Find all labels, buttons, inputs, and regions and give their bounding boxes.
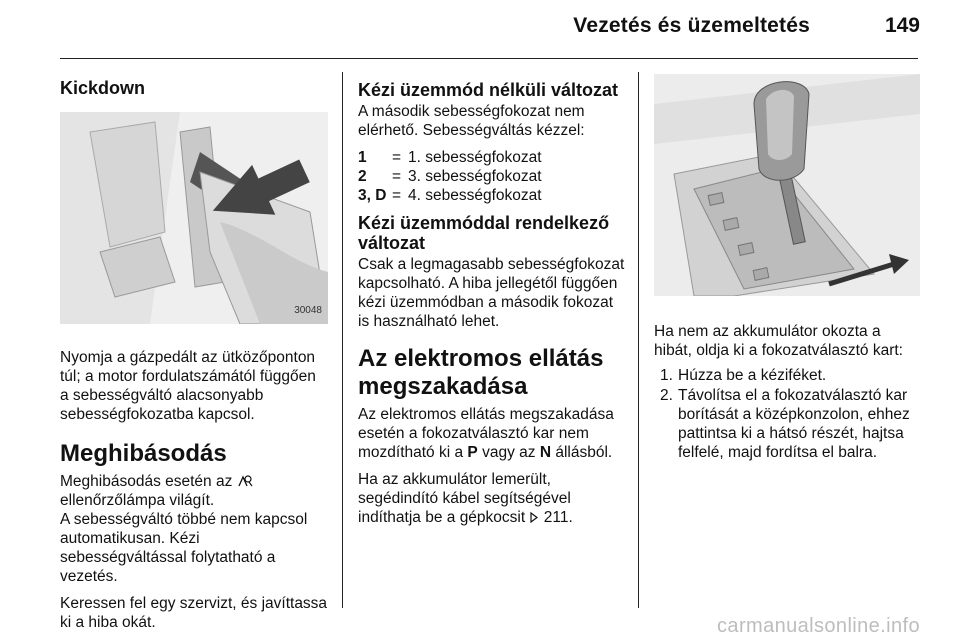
step-text: Távolítsa el a fokozatválasztó kar borítását a középkonzolon, ehhez pattintsa ki a hátsó részét, hajtsa felfelé, majd fordítsa el balra. (678, 387, 910, 461)
fault-text-end: ellenőrzőlámpa világít. (60, 492, 215, 509)
gear-row (358, 167, 542, 186)
gear-value: 4. sebességfokozat (408, 187, 542, 204)
page-number: 149 (884, 14, 920, 37)
power-text-a: Az elektromos ellátás megszakadása esetén a fokozatválasztó kar nem mozdítható ki a (358, 406, 614, 461)
manual-no-heading: Kézi üzemmód nélküli változat (358, 80, 619, 100)
selector-p: P (467, 444, 478, 461)
gear-key: 1 (358, 149, 367, 166)
page-header-title: Vezetés és üzemeltetés (573, 14, 810, 37)
fault-text-start: Meghibásodás esetén az (60, 473, 233, 490)
column-1 (60, 68, 328, 640)
gear-row (358, 186, 542, 205)
gear-equals: = (392, 149, 402, 166)
kickdown-illustration (60, 112, 328, 324)
kickdown-heading: Kickdown (60, 78, 146, 98)
watermark: carmanualsonline.info (717, 615, 920, 637)
power-failure-heading: Az elektromos ellátás megszakadása (358, 345, 604, 400)
battery-paragraph (358, 470, 626, 527)
list-item (654, 366, 920, 385)
manual-yes-heading: Kézi üzemmóddal rendelkező változat (358, 213, 610, 253)
header-rule (60, 58, 918, 59)
step-number: 1. (660, 367, 673, 384)
fault-heading: Meghibásodás (60, 440, 227, 467)
battery-text: Ha az akkumulátor lemerült, segédindító kábel segítségével indíthatja be a gépkocsit (358, 471, 571, 526)
step-text: Húzza be a kéziféket. (678, 367, 827, 384)
gear-lever-illustration (654, 74, 920, 296)
release-intro-paragraph: Ha nem az akkumulátor okozta a hibát, oldja ki a fokozatválasztó kart: (654, 323, 903, 359)
column-divider-1 (342, 72, 343, 608)
battery-page-ref: 211. (543, 509, 573, 526)
fault-paragraph-1 (60, 472, 328, 510)
release-steps-list (654, 366, 920, 462)
gear-value: 3. sebességfokozat (408, 168, 542, 185)
transmission-fault-icon (237, 474, 253, 488)
column-3 (654, 68, 920, 463)
gear-value: 1. sebességfokozat (408, 149, 542, 166)
gear-equals: = (392, 187, 402, 204)
manual-yes-paragraph: Csak a legmagasabb sebességfokozat kapcsolható. A hiba jellegétől függően kézi üzemmódban a második fokozat is használható lehet. (358, 256, 625, 330)
manual-no-paragraph: A második sebességfokozat nem elérhető. Sebességváltás kézzel: (358, 103, 585, 139)
power-text-c: állásból. (555, 444, 613, 461)
column-2 (358, 68, 626, 535)
power-failure-paragraph (358, 405, 626, 462)
page-reference-icon (529, 512, 539, 523)
figure-number: 30048 (294, 305, 322, 316)
gear-lever-image (654, 74, 920, 296)
selector-n: N (539, 444, 552, 461)
gear-key: 3, D (358, 187, 387, 204)
gear-equals: = (392, 168, 402, 185)
column-divider-2 (638, 72, 639, 608)
kickdown-paragraph: Nyomja a gázpedált az ütközőponton túl; a motor fordulatszámától függően a sebességváltó alacsonyabb sebességfokozatba kapcsol. (60, 349, 316, 423)
gear-row (358, 148, 542, 167)
list-item (654, 386, 920, 462)
gear-table (358, 148, 542, 205)
gear-key: 2 (358, 168, 367, 185)
fault-paragraph-3: Keressen fel egy szervizt, és javíttassa ki a hiba okát. (60, 595, 328, 631)
step-number: 2. (660, 387, 673, 404)
fault-paragraph-2: A sebességváltó többé nem kapcsol automatikusan. Kézi sebességváltással folytatható a vezetés. (60, 511, 308, 585)
power-text-b: vagy az (482, 444, 536, 461)
pedal-foot-image (60, 112, 328, 324)
